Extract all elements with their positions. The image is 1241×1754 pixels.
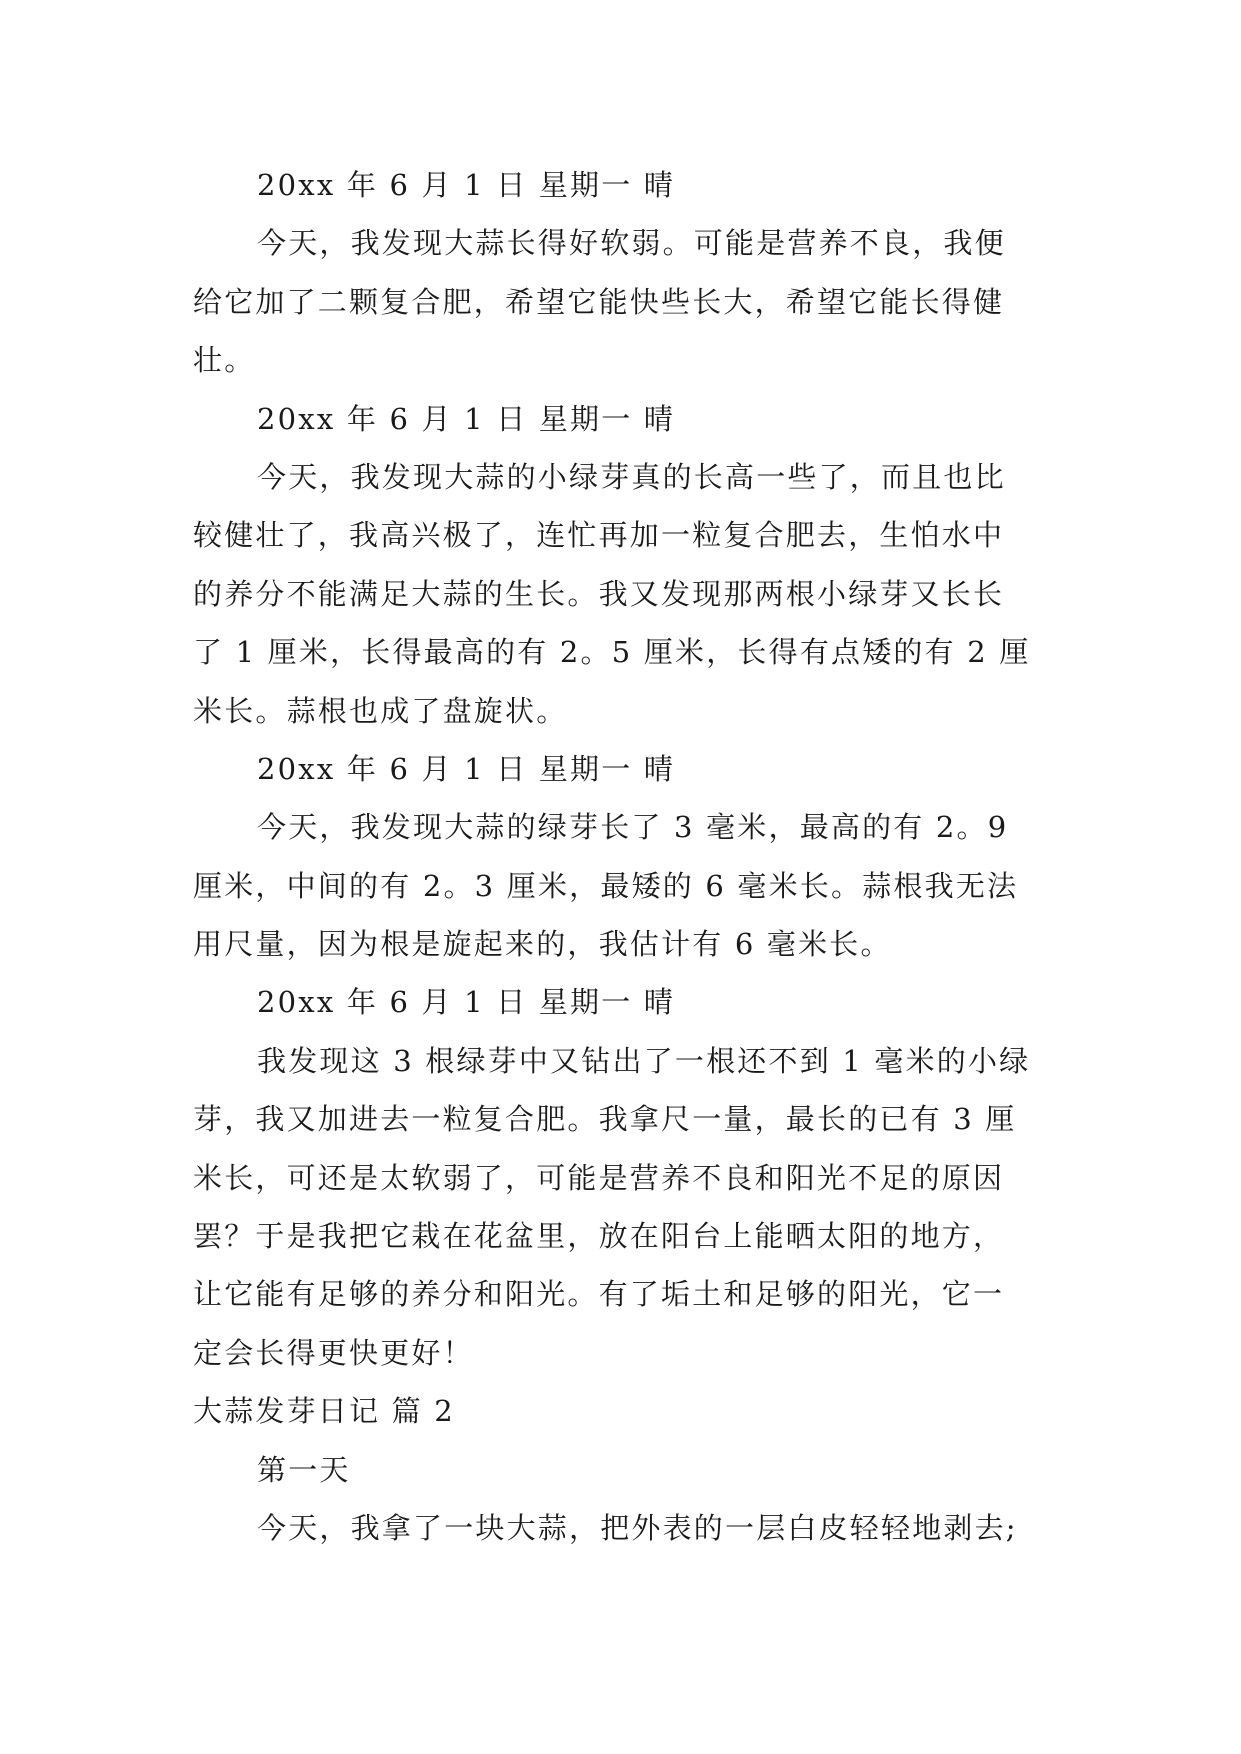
paragraph-line: 今天，我发现大蒜的小绿芽真的长高一些了，而且也比 bbox=[257, 459, 1006, 494]
document-page bbox=[193, 156, 1053, 1557]
paragraph-line: 罢？于是我把它栽在花盆里，放在阳台上能晒太阳的地方， bbox=[193, 1219, 1005, 1254]
paragraph-line: 米长，可还是太软弱了，可能是营养不良和阳光不足的原因 bbox=[193, 1160, 1005, 1195]
paragraph-line: 今天，我发现大蒜的绿芽长了 3 毫米，最高的有 2。9 bbox=[257, 810, 1009, 845]
paragraph-line: 我发现这 3 根绿芽中又钻出了一根还不到 1 毫米的小绿 bbox=[257, 1043, 1031, 1078]
entry-date: 20xx 年 6 月 1 日 星期一 晴 bbox=[257, 401, 676, 436]
paragraph-line: 定会长得更快更好！ bbox=[193, 1335, 474, 1370]
paragraph-line: 厘米，中间的有 2。3 厘米，最矮的 6 毫米长。蒜根我无法 bbox=[193, 868, 1019, 903]
entry-date: 20xx 年 6 月 1 日 星期一 晴 bbox=[257, 751, 676, 786]
paragraph-line: 较健壮了，我高兴极了，连忙再加一粒复合肥去，生怕水中 bbox=[193, 518, 1005, 553]
paragraph-line: 今天，我拿了一块大蒜，把外表的一层白皮轻轻地剥去; bbox=[257, 1510, 1018, 1545]
paragraph-line: 壮。 bbox=[193, 343, 256, 378]
paragraph-line: 让它能有足够的养分和阳光。有了垢土和足够的阳光，它一 bbox=[193, 1277, 1005, 1312]
entry-date: 20xx 年 6 月 1 日 星期一 晴 bbox=[257, 168, 676, 202]
day-label: 第一天 bbox=[257, 1452, 351, 1487]
paragraph-line: 的养分不能满足大蒜的生长。我又发现那两根小绿芽又长长 bbox=[193, 576, 1005, 611]
entry-date: 20xx 年 6 月 1 日 星期一 晴 bbox=[257, 985, 676, 1020]
paragraph-line: 芽，我又加进去一粒复合肥。我拿尺一量，最长的已有 3 厘 bbox=[193, 1102, 1017, 1137]
paragraph-line: 用尺量，因为根是旋起来的，我估计有 6 毫米长。 bbox=[193, 927, 892, 962]
paragraph-line: 今天，我发现大蒜长得好软弱。可能是营养不良，我便 bbox=[257, 226, 1006, 261]
paragraph-line: 给它加了二颗复合肥，希望它能快些长大，希望它能长得健 bbox=[193, 284, 1005, 319]
paragraph-line: 了 1 厘米，长得最高的有 2。5 厘米，长得有点矮的有 2 厘 bbox=[193, 635, 1031, 670]
paragraph-line: 米长。蒜根也成了盘旋状。 bbox=[193, 693, 568, 728]
section-title: 大蒜发芽日记 篇 2 bbox=[193, 1394, 455, 1429]
